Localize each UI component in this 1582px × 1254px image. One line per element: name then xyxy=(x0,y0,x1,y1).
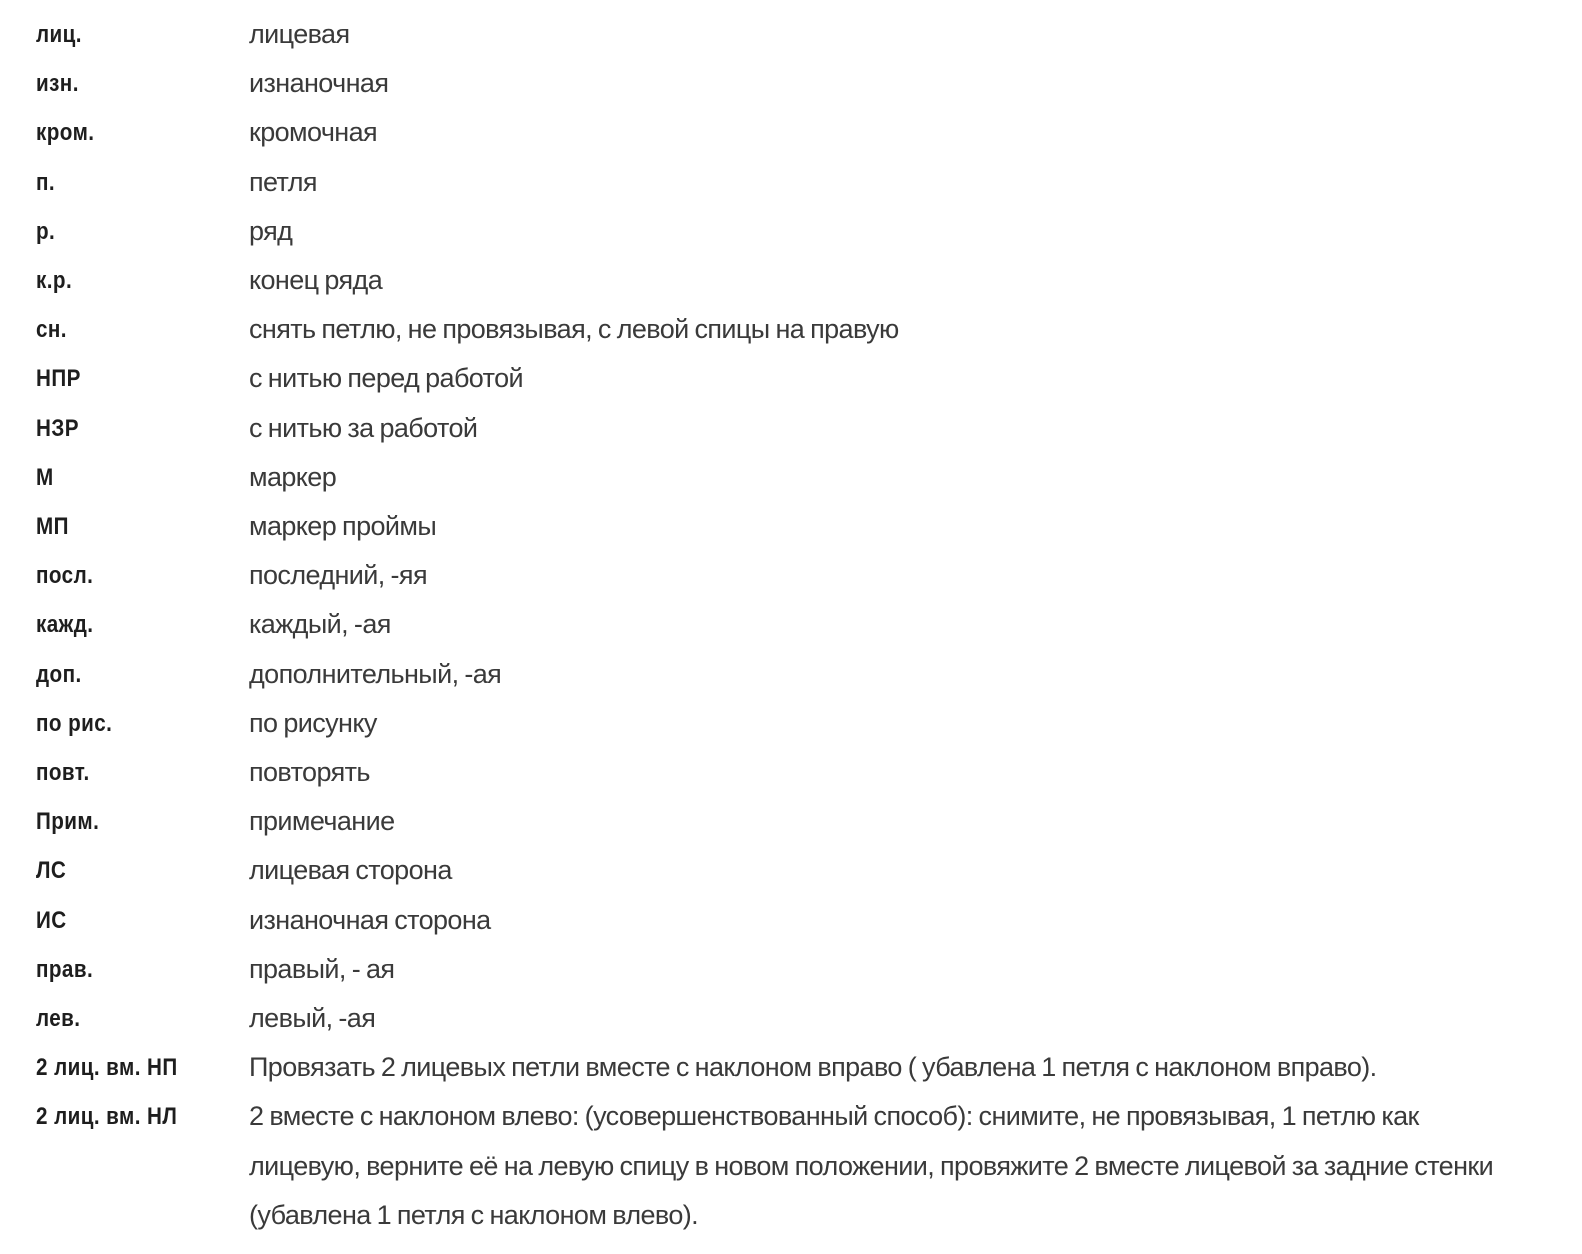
abbreviation: лиц. xyxy=(36,21,82,48)
abbreviation: по рис. xyxy=(36,709,113,737)
abbreviation-meaning: примечание xyxy=(249,806,395,837)
abbreviation: лев. xyxy=(36,1005,81,1033)
glossary-row xyxy=(36,600,1566,649)
glossary-row xyxy=(36,945,1566,994)
meaning-line-2: лицевую, верните её на левую спицу в новом положении, провяжите 2 вместе лицевой за задние стенки xyxy=(249,1150,1494,1181)
abbreviation-glossary xyxy=(36,10,1566,1240)
abbreviation-meaning: конец ряда xyxy=(249,265,383,296)
abbreviation: Прим. xyxy=(36,808,100,836)
glossary-row-multiline xyxy=(36,1092,1566,1240)
abbreviation: ИС xyxy=(36,906,67,934)
abbreviation: повт. xyxy=(36,759,90,787)
abbreviation-meaning: изнаночная сторона xyxy=(249,904,491,935)
glossary-row xyxy=(36,994,1566,1043)
abbreviation-meaning: Провязать 2 лицевых петли вместе с наклоном вправо ( убавлена 1 петля с наклоном вправо). xyxy=(249,1052,1377,1083)
abbreviation: доп. xyxy=(36,660,82,688)
abbreviation: МП xyxy=(36,513,69,541)
abbreviation-meaning: дополнительный, -ая xyxy=(249,658,502,689)
abbreviation-meaning: с нитью за работой xyxy=(249,412,478,443)
abbreviation-meaning: повторять xyxy=(249,757,370,788)
abbreviation-meaning: левый, -ая xyxy=(249,1003,376,1034)
glossary-row xyxy=(36,354,1566,403)
glossary-row xyxy=(36,59,1566,108)
meaning-line-1: 2 вместе с наклоном влево: (усовершенствованный способ): снимите, не провязывая, 1 петлю как xyxy=(249,1101,1419,1132)
glossary-row xyxy=(36,1043,1566,1092)
abbreviation-meaning: изнаночная xyxy=(249,68,389,99)
abbreviation-meaning: с нитью перед работой xyxy=(249,363,523,394)
abbreviation-meaning: снять петлю, не провязывая, с левой спицы на правую xyxy=(249,314,899,345)
glossary-row xyxy=(36,650,1566,699)
glossary-row xyxy=(36,158,1566,207)
abbreviation-meaning: лицевая сторона xyxy=(249,855,452,886)
abbreviation: посл. xyxy=(36,562,94,590)
abbreviation-meaning: по рисунку xyxy=(249,707,377,738)
glossary-row xyxy=(36,10,1566,59)
glossary-row xyxy=(36,748,1566,797)
glossary-row xyxy=(36,453,1566,502)
glossary-row xyxy=(36,404,1566,453)
glossary-row xyxy=(36,502,1566,551)
abbreviation-meaning: ряд xyxy=(249,215,293,246)
glossary-row xyxy=(36,108,1566,157)
abbreviation-meaning: последний, -яя xyxy=(249,560,427,591)
abbreviation-meaning: маркер проймы xyxy=(249,511,437,542)
glossary-row xyxy=(36,699,1566,748)
abbreviation: изн. xyxy=(36,70,79,98)
abbreviation: ЛС xyxy=(36,857,67,885)
abbreviation-meaning: маркер xyxy=(249,461,337,492)
glossary-row xyxy=(36,797,1566,846)
glossary-row xyxy=(36,256,1566,305)
abbreviation-meaning: кромочная xyxy=(249,117,378,148)
abbreviation-meaning xyxy=(249,1092,1566,1240)
abbreviation: сн. xyxy=(36,316,67,344)
abbreviation: кром. xyxy=(36,119,95,147)
meaning-line-3: (убавлена 1 петля с наклоном влево). xyxy=(249,1199,699,1230)
abbreviation: п. xyxy=(36,168,56,196)
abbreviation-meaning: лицевая xyxy=(249,19,350,49)
glossary-row xyxy=(36,846,1566,895)
glossary-row xyxy=(36,207,1566,256)
abbreviation: 2 лиц. вм. НП xyxy=(36,1054,178,1082)
glossary-row xyxy=(36,551,1566,600)
abbreviation: М xyxy=(36,463,54,491)
abbreviation: кажд. xyxy=(36,611,94,639)
abbreviation: НПР xyxy=(36,365,81,393)
abbreviation-meaning: правый, - ая xyxy=(249,953,395,984)
abbreviation: прав. xyxy=(36,955,94,983)
glossary-row xyxy=(36,305,1566,354)
abbreviation: 2 лиц. вм. НЛ xyxy=(36,1103,178,1131)
abbreviation: НЗР xyxy=(36,414,79,442)
abbreviation-meaning: каждый, -ая xyxy=(249,609,391,640)
glossary-row xyxy=(36,896,1566,945)
abbreviation: к.р. xyxy=(36,267,73,295)
abbreviation-meaning: петля xyxy=(249,166,317,197)
abbreviation: р. xyxy=(36,217,56,245)
